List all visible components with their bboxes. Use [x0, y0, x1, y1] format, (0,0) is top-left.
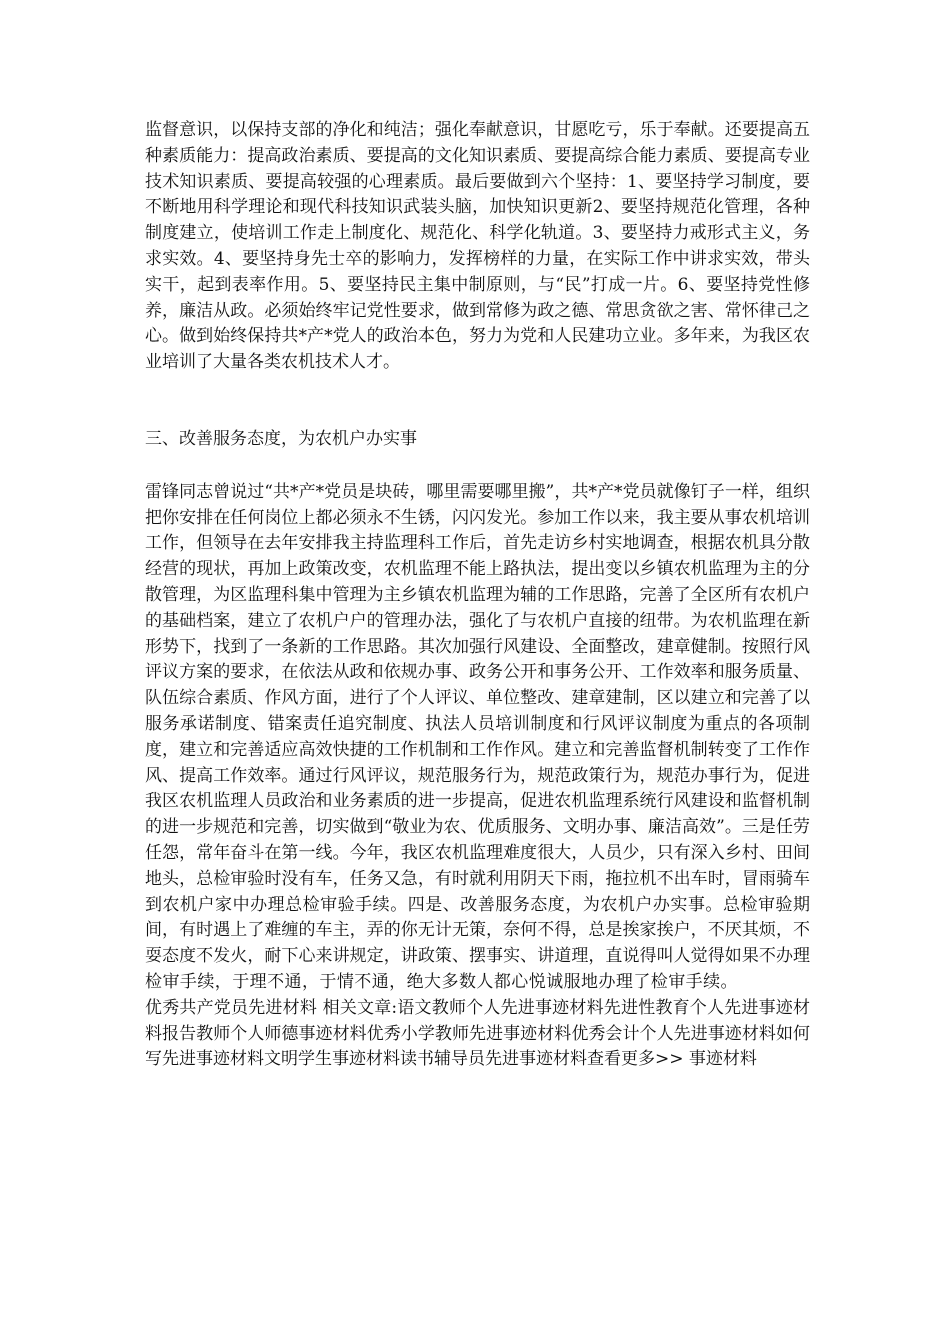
paragraph-2 — [145, 480, 810, 1073]
related-articles-text: 优秀共产党员先进材料 相关文章:语文教师个人先进事迹材料先进性教育个人先进事迹材料报告教师个人师德事迹材料优秀小学教师先进事迹材料优秀会计个人先进事迹材料如何写先进事迹材料文明学生事迹材料读书辅导员先进事迹材料查看更多>> 事迹材料 — [145, 997, 810, 1070]
paragraph-1: 监督意识，以保持支部的净化和纯洁；强化奉献意识，甘愿吃亏，乐于奉献。还要提高五种素质能力：提高政治素质、要提高的文化知识素质、要提高综合能力素质、要提高专业技术知识素质、要提高较强的心理素质。最后要做到六个坚持：1、要坚持学习制度，要不断地用科学理论和现代科技知识武装头脑，加快知识更新2、要坚持规范化管理，各种制度建立，使培训工作走上制度化、规范化、科学化轨道。3、要坚持力戒形式主义，务求实效。4、要坚持身先士卒的影响力，发挥榜样的力量，在实际工作中讲求实效，带头实干，起到表率作用。5、要坚持民主集中制原则，与“民”打成一片。6、要坚持党性修养，廉洁从政。必须始终牢记党性要求，做到常修为政之德、常思贪欲之害、常怀律己之心。做到始终保持共*产*党人的政治本色，努力为党和人民建功立业。多年来，为我区农业培训了大量各类农机技术人才。 — [145, 120, 810, 373]
spacer — [145, 453, 810, 480]
section-heading: 三、改善服务态度，为农机户办实事 — [145, 428, 417, 449]
document-body — [145, 118, 810, 1073]
spacer — [145, 376, 810, 427]
paragraph-2-text: 雷锋同志曾说过“共*产*党员是块砖，哪里需要哪里搬”，共*产*党员就像钉子一样，组织把你安排在任何岗位上都必须永不生锈，闪闪发光。参加工作以来，我主要从事农机培训工作，但领导在去年安排我主持监理科工作后，首先走访乡村实地调查，根据农机具分散经营的现状，再加上政策改变，农机监理不能上路执法，提出变以乡镇农机监理为主的分散管理，为区监理科集中管理为主乡镇农机监理为辅的工作思路，完善了全区所有农机户的基础档案，建立了农机户户的管理办法，强化了与农机户直接的纽带。为农机监理在新形势下，找到了一条新的工作思路。其次加强行风建设、全面整改，建章健制。按照行风评议方案的要求，在依法从政和依规办事、政务公开和事务公开、工作效率和服务质量、队伍综合素质、作风方面，进行了个人评议、单位整改、建章建制，区以建立和完善了以服务承诺制度、错案责任追究制度、执法人员培训制度和行风评议制度为重点的各项制度，建立和完善适应高效快捷的工作机制和工作作风。建立和完善监督机制转变了工作作风、提高工作效率。通过行风评议，规范服务行为，规范政策行为，规范办事行为，促进我区农机监理人员政治和业务素质的进一步提高，促进农机监理系统行风建设和监督机制的进一步规范和完善，切实做到“敬业为农、优质服务、文明办事、廉洁高效”。三是任劳任怨，常年奋斗在第一线。今年，我区农机监理难度很大，人员少，只有深入乡村、田间地头，总检审验时没有车，任务又急，有时就利用阴天下雨，拖拉机不出车时，冒雨骑车到农机户家中办理总检审验手续。四是、改善服务态度，为农机户办实事。总检审验期间，有时遇上了难缠的车主，弄的你无计无策，奈何不得，总是挨家挨户，不厌其烦，不耍态度不发火，耐下心来讲规定，讲政策、摆事实、讲道理，直说得叫人觉得如果不办理检审手续，于理不通，于情不通，绝大多数人都心悦诚服地办理了检审手续。 — [145, 481, 810, 992]
